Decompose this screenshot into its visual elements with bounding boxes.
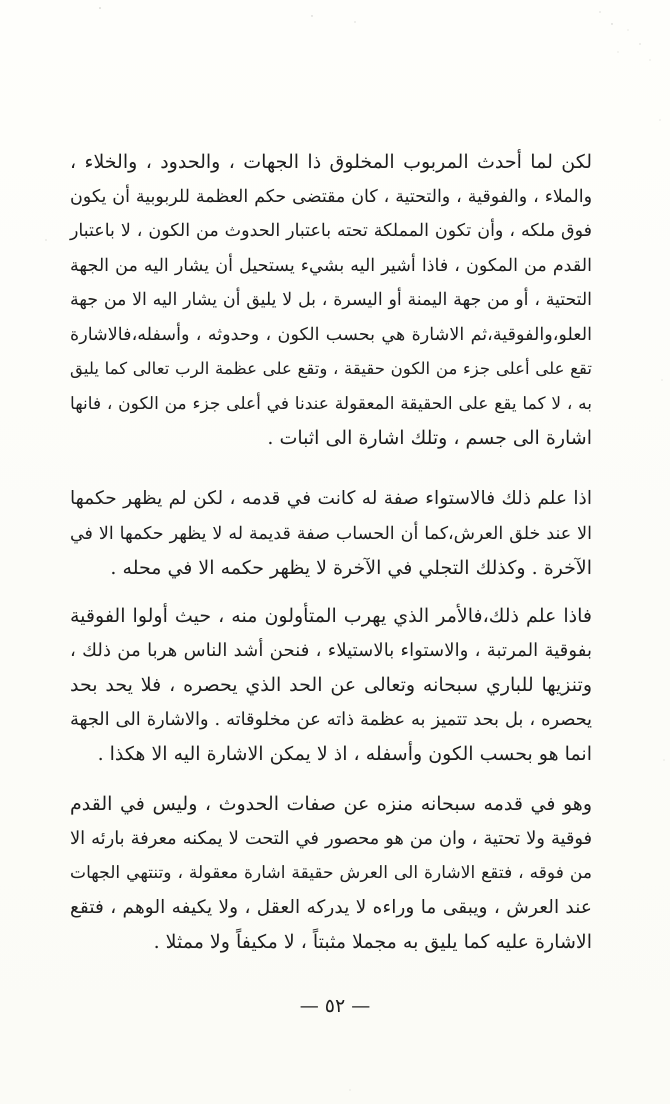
text-line: من فوقه ، فتقع الاشارة الى العرش حقيقة اشارة معقولة ، وتنتهي الجهات [70, 863, 592, 883]
paragraph-text [70, 599, 592, 772]
text-line: تقع على أعلى جزء من الكون حقيقة ، وتقع على عظمة الرب تعالى كما يليق [70, 359, 592, 378]
text-line: فاذا علم ذلك،فالأمر الذي يهرب المتأولون منه ، حيث أولوا الفوقية [70, 605, 592, 627]
text-line: به ، لا كما يقع على الحقيقة المعقولة عندنا في أعلى جزء من الكون ، فانها [70, 393, 592, 414]
text-line: لكن لما أحدث المربوب المخلوق ذا الجهات ، والحدود ، والخلاء ، [70, 151, 592, 173]
text-line: الا عند خلق العرش،كما أن الحساب صفة قديمة له لا يظهر حكمها الا في [70, 523, 592, 544]
text-line: بفوقية المرتبة ، والاستواء بالاستيلاء ، فنحن أشد الناس هربا من ذلك ، [70, 639, 592, 661]
paragraph-text [70, 482, 592, 586]
text-line: وهو في قدمه سبحانه منزه عن صفات الحدوث ، وليس في القدم [70, 793, 592, 815]
paragraph-text [70, 787, 592, 960]
text-line: وتنزيها للباري سبحانه وتعالى عن الحد الذي يحصره ، فلا يحد بحد [70, 674, 592, 696]
paragraph-text [70, 145, 592, 456]
text-line: الاشارة عليه كما يليق به مجملا مثبتاً ، لا مكيفاً ولا ممثلا . [153, 931, 592, 953]
text-line: يحصره ، بل بحد تتميز به عظمة ذاته عن مخلوقاته . والاشارة الى الجهة [70, 709, 592, 730]
paragraph [70, 787, 592, 960]
text-line: والملاء ، والفوقية ، والتحتية ، كان مقتضى حكم العظمة للربوبية أن يكون [70, 186, 592, 207]
text-line: القدم من المكون ، فاذا أشير اليه بشيء يستحيل أن يشار اليه من الجهة [70, 255, 592, 276]
paragraph [70, 482, 592, 586]
text-line: العلو،والفوقية،ثم الاشارة هي بحسب الكون ، وحدوثه ، وأسفله،فالاشارة [70, 324, 592, 345]
text-line: الآخرة . وكذلك التجلي في الآخرة لا يظهر حكمه الا في محله . [110, 557, 592, 579]
text-line: انما هو بحسب الكون وأسفله ، اذ لا يمكن الاشارة اليه الا هكذا . [97, 743, 592, 765]
paragraph [70, 145, 592, 456]
text-line: عند العرش ، ويبقى ما وراءه لا يدركه العقل ، ولا يكيفه الوهم ، فتقع [70, 896, 592, 918]
text-line: فوق ملكه ، وأن تكون المملكة تحته باعتبار الحدوث من الكون ، لا باعتبار [70, 221, 592, 241]
page-number: — ٥٢ — [299, 995, 371, 1017]
text-line: فوقية ولا تحتية ، وان من هو محصور في التحت لا يمكنه معرفة بارئه الا [70, 827, 592, 849]
text-line: اذا علم ذلك فالاستواء صفة له كانت في قدمه ، لكن لم يظهر حكمها [70, 488, 592, 509]
text-line: اشارة الى جسم ، وتلك اشارة الى اثبات . [267, 427, 592, 449]
paragraph [70, 599, 592, 772]
text-line: التحتية ، أو من جهة اليمنة أو اليسرة ، بل لا يليق أن يشار اليه الا من جهة [70, 290, 592, 310]
